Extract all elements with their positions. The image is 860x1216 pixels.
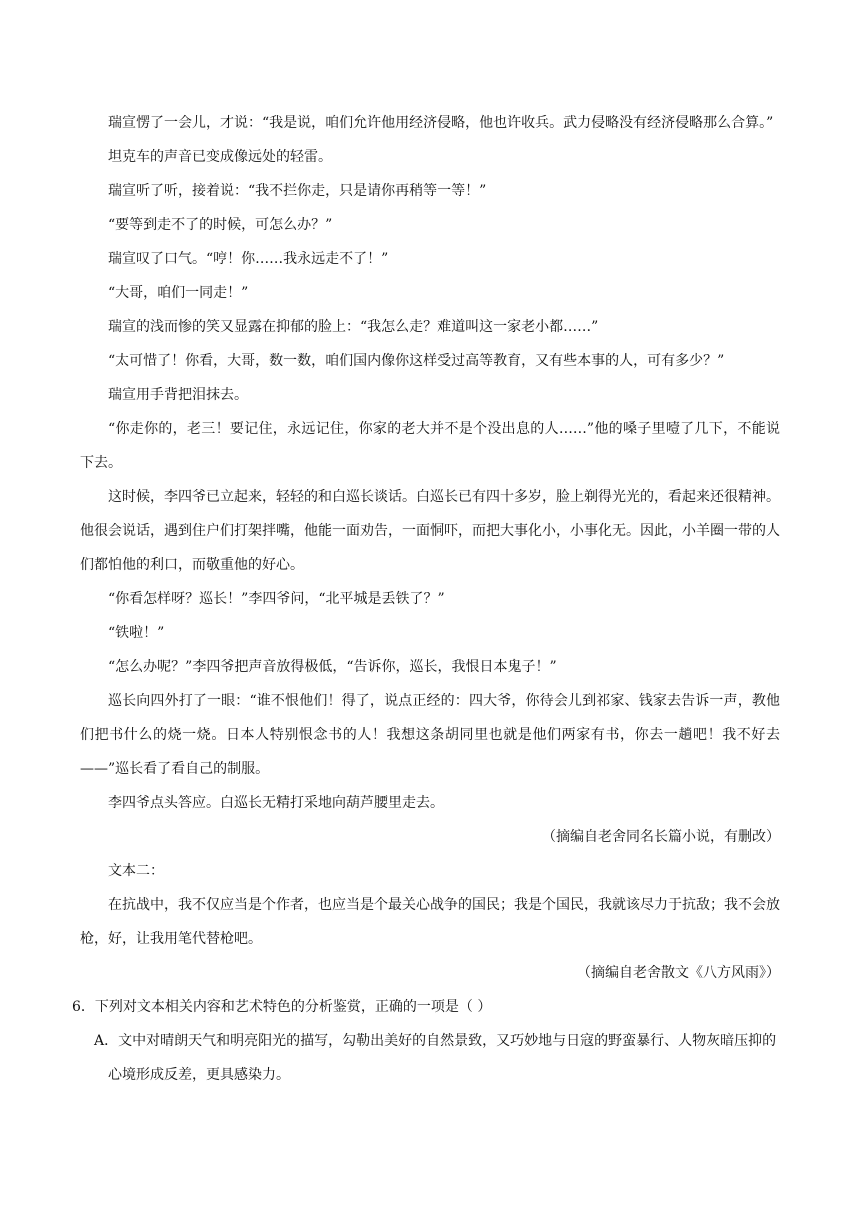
source-citation-1: （摘编自老舍同名长篇小说，有删改） <box>542 829 780 845</box>
paragraph-3: 瑞宣听了听，接着说：“我不拦你走，只是请你再稍等一等！” <box>108 183 487 199</box>
paragraph-14: “怎么办呢？”李四爷把声音放得极低，“告诉你，巡长，我恨日本鬼子！” <box>108 659 557 675</box>
source-citation-2: （摘编自老舍散文《八方风雨》） <box>577 965 780 981</box>
paragraph-2: 坦克车的声音已变成像远处的轻雷。 <box>108 149 332 165</box>
paragraph-4: “要等到走不了的时候，可怎么办？” <box>108 217 333 233</box>
paragraph-7: 瑞宣的浅而惨的笑又显露在抑郁的脸上：“我怎么走？难道叫这一家老小都……” <box>108 319 599 335</box>
paragraph-5: 瑞宣叹了口气。“哼！你……我永远走不了！” <box>108 251 389 267</box>
paragraph-1: 瑞宣愣了一会儿，才说：“我是说，咱们允许他用经济侵略，他也许收兵。武力侵略没有经济侵略那么合算。” <box>108 115 774 131</box>
paragraph-11: 这时候，李四爷已立起来，轻轻的和白巡长谈话。白巡长已有四十多岁，脸上剃得光光的，看起来还很精神。他很会说话，遇到住户们打架拌嘴，他能一面劝告，一面恫吓，而把大事化小，小事化无。因此，小羊圈一带的人们都怕他的利口，而敬重他的好心。 <box>80 489 780 573</box>
text2-label: 文本二： <box>108 863 164 879</box>
text2-paragraph: 在抗战中，我不仅应当是个作者，也应当是个最关心战争的国民；我是个国民，我就该尽力于抗敌；我不会放枪，好，让我用笔代替枪吧。 <box>80 897 780 947</box>
paragraph-12: “你看怎样呀？巡长！”李四爷问，“北平城是丢铁了？” <box>108 591 445 607</box>
paragraph-15: 巡长向四外打了一眼：“谁不恨他们！得了，说点正经的：四大爷，你待会儿到祁家、钱家去告诉一声，教他们把书什么的烧一烧。日本人特别恨念书的人！我想这条胡同里也就是他们两家有书，你去一趟吧！我不好去——”巡长看了看自己的制服。 <box>80 693 780 777</box>
paragraph-9: 瑞宣用手背把泪抹去。 <box>108 387 248 403</box>
document-body <box>72 106 780 1092</box>
paragraph-16: 李四爷点头答应。白巡长无精打采地向葫芦腰里走去。 <box>108 795 444 811</box>
paragraph-10: “你走你的，老三！要记住，永远记住，你家的老大并不是个没出息的人……”他的嗓子里噎了几下，不能说下去。 <box>80 421 780 471</box>
option-a: A．文中对晴朗天气和明亮阳光的描写，勾勒出美好的自然景致，又巧妙地与日寇的野蛮暴行、人物灰暗压抑的心境形成反差，更具感染力。 <box>94 1033 777 1083</box>
paragraph-13: “铁啦！” <box>108 625 165 641</box>
paragraph-6: “大哥，咱们一同走！” <box>108 285 249 301</box>
question-6: 6．下列对文本相关内容和艺术特色的分析鉴赏，正确的一项是（ ） <box>72 999 492 1015</box>
paragraph-8: “太可惜了！你看，大哥，数一数，咱们国内像你这样受过高等教育，又有些本事的人，可有多少？” <box>108 353 725 369</box>
